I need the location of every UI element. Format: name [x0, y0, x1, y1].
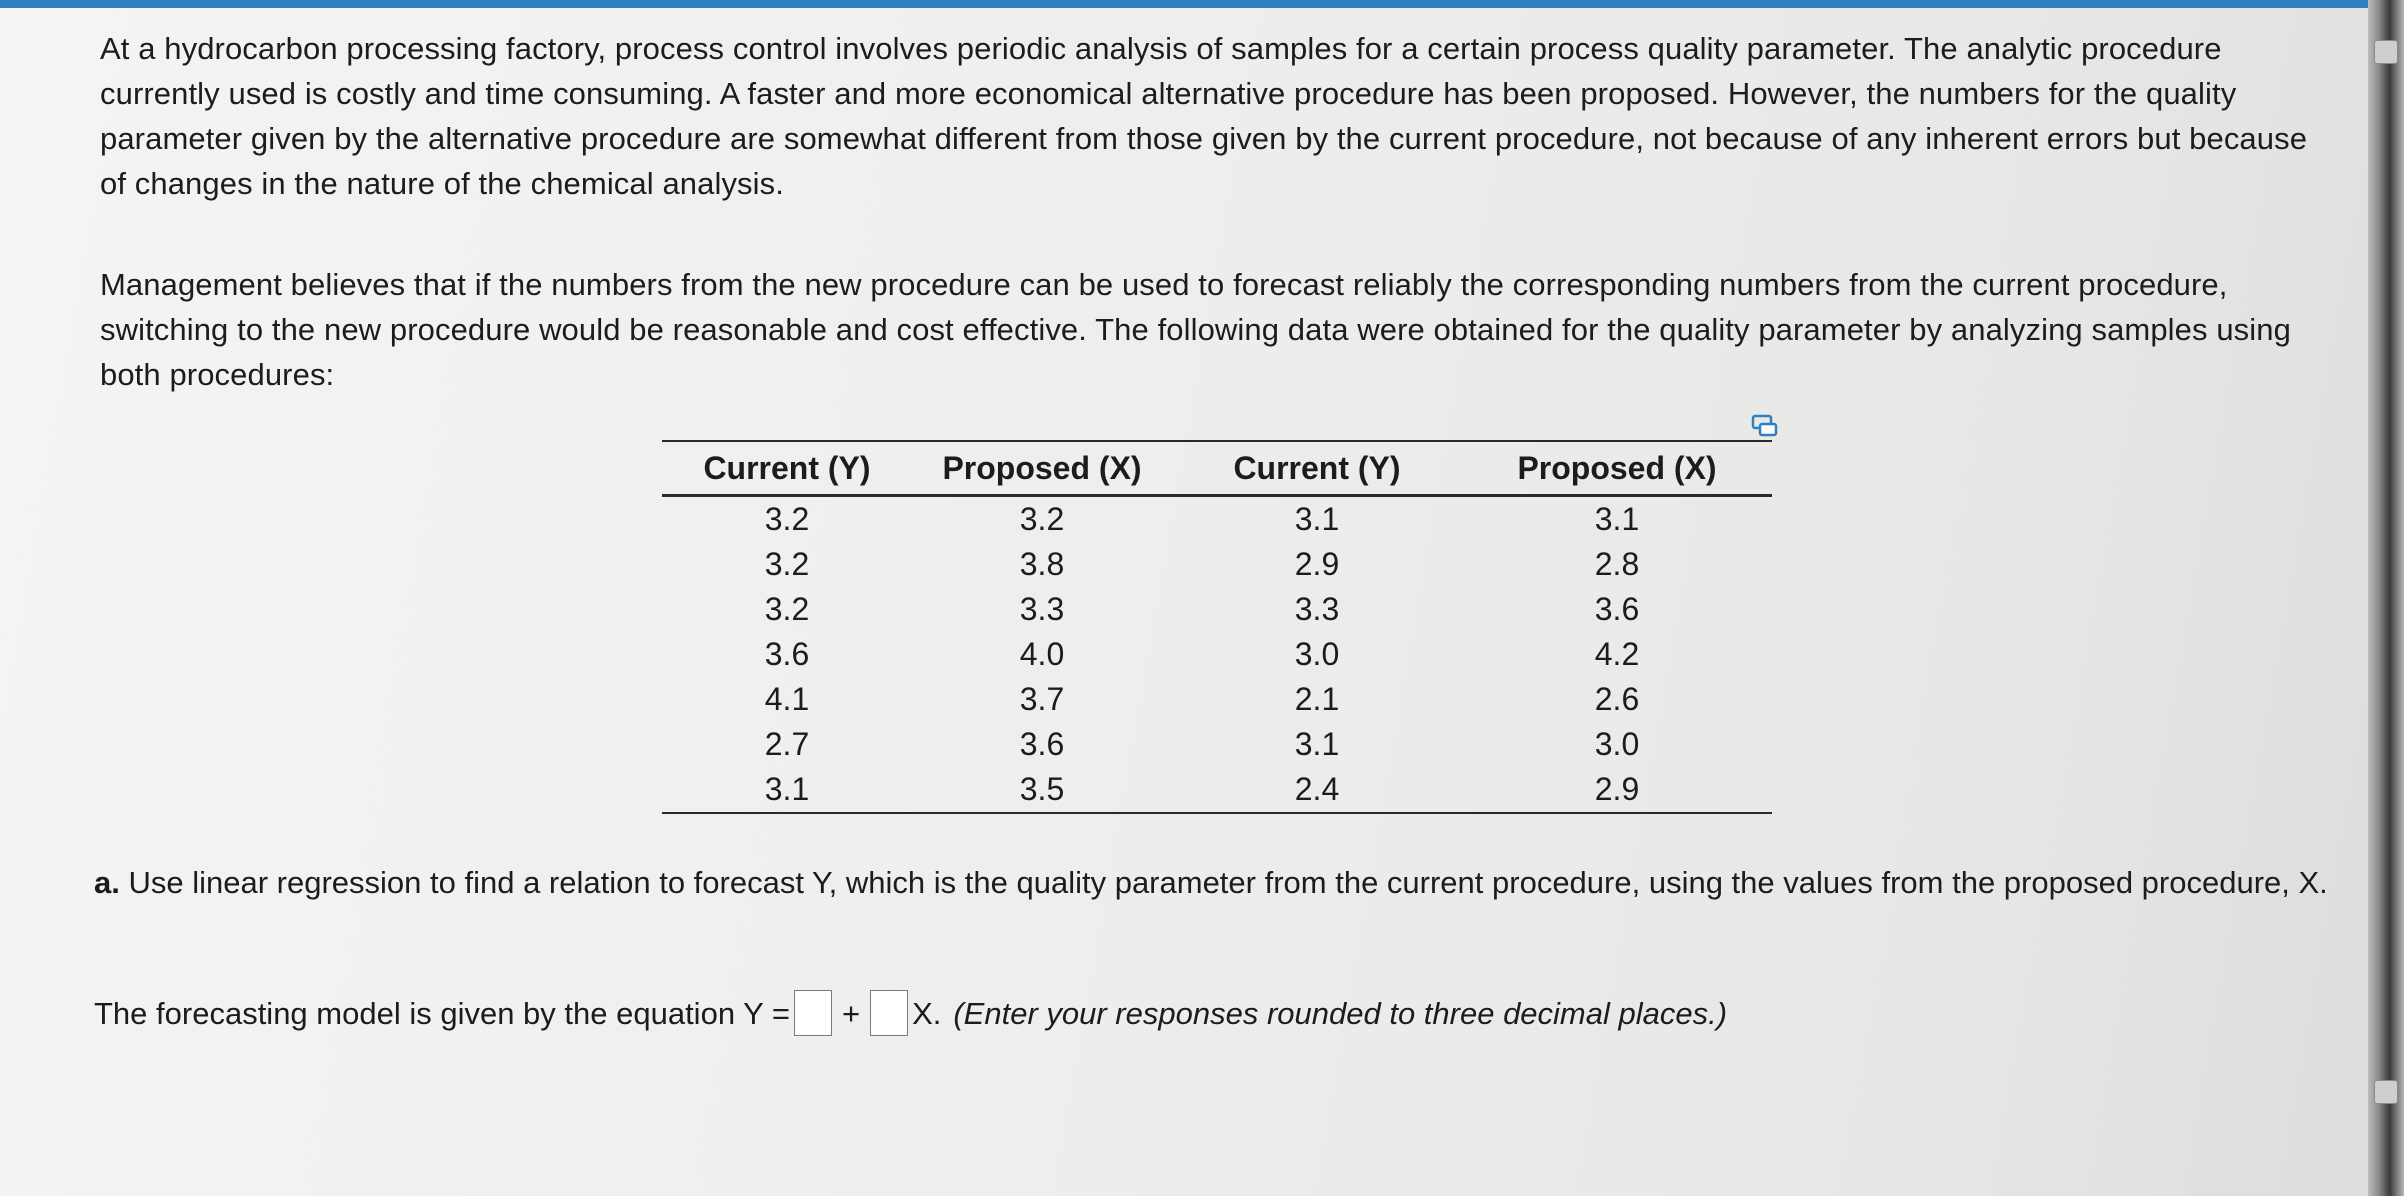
table-cell: 3.6: [1019, 726, 1065, 762]
table-cell: 3.2: [764, 546, 810, 582]
table-cell: 2.9: [1294, 546, 1340, 582]
table-header-row: [662, 441, 1772, 496]
table-row: [662, 677, 1772, 722]
table-cell: 3.0: [1294, 636, 1340, 672]
equation-line: [94, 990, 1727, 1036]
part-a-label: a.: [94, 865, 120, 900]
equation-suffix: X.: [912, 995, 942, 1031]
table-cell: 2.6: [1594, 681, 1640, 717]
table-row: [662, 767, 1772, 813]
table-cell: 3.3: [1019, 591, 1065, 627]
table-cell: 2.4: [1294, 771, 1340, 807]
table-cell: 2.9: [1594, 771, 1640, 807]
table-cell: 3.6: [764, 636, 810, 672]
table-cell: 2.1: [1294, 681, 1340, 717]
table-cell: 3.1: [764, 771, 810, 807]
header-proposed-x: Proposed (X): [1517, 449, 1717, 486]
table-cell: 4.1: [764, 681, 810, 717]
table-cell: 3.8: [1019, 546, 1065, 582]
table-cell: 3.1: [1294, 501, 1340, 537]
table-cell: 3.1: [1294, 726, 1340, 762]
intercept-input[interactable]: [794, 990, 832, 1036]
table-row: [662, 496, 1772, 543]
table-cell: 4.0: [1019, 636, 1065, 672]
table-cell: 3.7: [1019, 681, 1065, 717]
table-cell: 3.2: [764, 591, 810, 627]
header-proposed-x: Proposed (X): [942, 449, 1142, 486]
data-table-container: [662, 440, 1772, 814]
table-row: [662, 542, 1772, 587]
side-panel-icon[interactable]: [2374, 40, 2398, 64]
table-row: [662, 587, 1772, 632]
table-cell: 4.2: [1594, 636, 1640, 672]
table-cell: 2.7: [764, 726, 810, 762]
copy-data-icon[interactable]: [1750, 412, 1780, 440]
equation-plus: +: [841, 995, 861, 1031]
table-cell: 2.8: [1594, 546, 1640, 582]
management-paragraph: Management believes that if the numbers from the new procedure can be used to forecast reliably the corresponding numbers from the current procedure, switching to the new procedure would be reasonable and cost effective. The following data were obtained for the quality parameter by analyzing samples using both procedures:: [100, 267, 2291, 392]
table-cell: 3.1: [1594, 501, 1640, 537]
part-a-question: [94, 860, 2334, 905]
table-row: [662, 632, 1772, 677]
slope-input[interactable]: [870, 990, 908, 1036]
table-cell: 3.6: [1594, 591, 1640, 627]
header-current-y: Current (Y): [1233, 449, 1401, 486]
table-cell: 3.2: [1019, 501, 1065, 537]
table-cell: 3.5: [1019, 771, 1065, 807]
intro-paragraph: At a hydrocarbon processing factory, process control involves periodic analysis of samples for a certain process quality parameter. The analytic procedure currently used is costly and time consuming. A faster and more economical alternative procedure has been proposed. However, the numbers for the quality parameter given by the alternative procedure are somewhat different from those given by the current procedure, not because of any inherent errors but because of changes in the nature of the chemical analysis.: [100, 31, 2308, 201]
data-table: [662, 440, 1772, 814]
equation-prefix: The forecasting model is given by the equation Y =: [94, 995, 790, 1031]
header-current-y: Current (Y): [703, 449, 871, 486]
rounding-instruction: (Enter your responses rounded to three decimal places.): [953, 995, 1728, 1031]
table-cell: 3.3: [1294, 591, 1340, 627]
right-edge-panel: [2368, 0, 2404, 1196]
table-cell: 3.0: [1594, 726, 1640, 762]
side-panel-icon[interactable]: [2374, 1080, 2398, 1104]
table-cell: 3.2: [764, 501, 810, 537]
part-a-text: Use linear regression to find a relation to forecast Y, which is the quality parameter from the current procedure, using the values from the proposed procedure, X.: [128, 865, 2328, 900]
table-row: [662, 722, 1772, 767]
